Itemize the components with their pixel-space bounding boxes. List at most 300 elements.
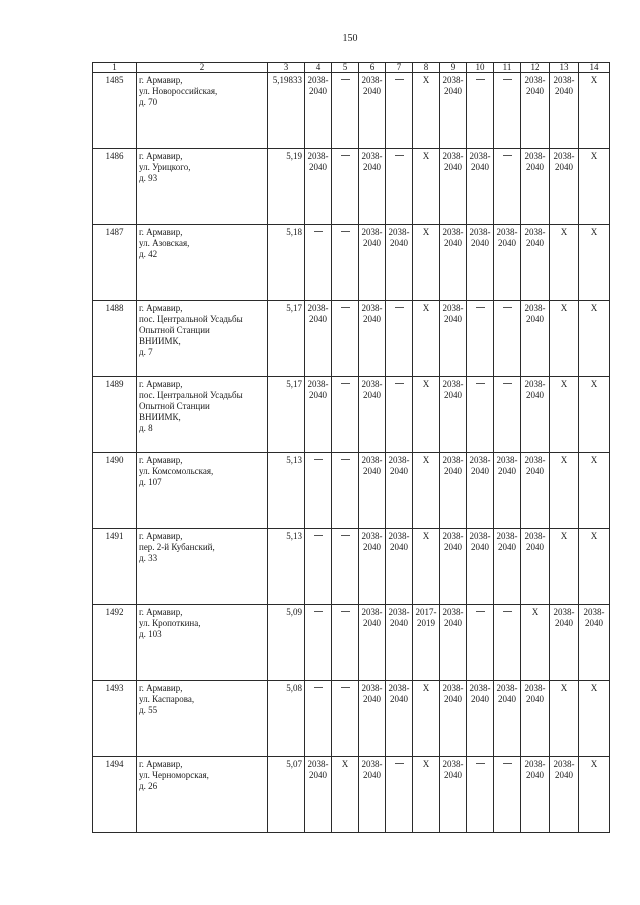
period-cell xyxy=(386,225,413,301)
period-line: 2040 xyxy=(363,314,381,324)
mark-cell: X xyxy=(413,377,440,453)
address-line: пос. Центральной Усадьбы xyxy=(139,314,243,324)
address-line: д. 26 xyxy=(139,781,158,791)
empty-dash-cell xyxy=(332,605,359,681)
address-line: г. Армавир, xyxy=(139,151,183,161)
period-cell xyxy=(386,529,413,605)
empty-dash-cell xyxy=(494,149,521,225)
empty-dash-cell xyxy=(332,377,359,453)
address-cell xyxy=(137,73,268,149)
column-header: 10 xyxy=(467,63,494,73)
period-line: 2040 xyxy=(555,162,573,172)
period-cell xyxy=(440,225,467,301)
empty-dash-cell xyxy=(467,301,494,377)
period-line: 2038- xyxy=(524,379,546,389)
address-line: д. 103 xyxy=(139,629,162,639)
column-header: 14 xyxy=(579,63,610,73)
period-line: 2040 xyxy=(363,466,381,476)
period-line: 2038- xyxy=(442,607,464,617)
period-line: 2040 xyxy=(526,542,544,552)
period-line: 2040 xyxy=(526,162,544,172)
value-cell: 5,17 xyxy=(268,301,305,377)
address-line: д. 55 xyxy=(139,705,158,715)
row-number: 1486 xyxy=(93,149,137,225)
empty-dash-cell xyxy=(305,453,332,529)
period-cell xyxy=(521,681,550,757)
empty-dash-cell xyxy=(332,73,359,149)
period-line: 2040 xyxy=(555,618,573,628)
period-line: 2038- xyxy=(307,75,329,85)
period-cell xyxy=(386,681,413,757)
address-line: ул. Азовская, xyxy=(139,238,190,248)
period-cell xyxy=(359,149,386,225)
empty-dash-cell xyxy=(332,149,359,225)
empty-dash-cell xyxy=(467,605,494,681)
address-line: г. Армавир, xyxy=(139,759,183,769)
period-line: 2040 xyxy=(309,770,327,780)
period-line: 2038- xyxy=(361,151,383,161)
period-cell xyxy=(579,605,610,681)
table-row xyxy=(93,377,610,453)
address-line: пер. 2-й Кубанский, xyxy=(139,542,215,552)
address-line: д. 42 xyxy=(139,249,158,259)
dash-mark xyxy=(503,79,512,91)
column-header: 1 xyxy=(93,63,137,73)
address-line: пос. Центральной Усадьбы xyxy=(139,390,243,400)
column-header: 3 xyxy=(268,63,305,73)
empty-dash-cell xyxy=(386,73,413,149)
period-line: 2040 xyxy=(390,542,408,552)
period-cell xyxy=(359,301,386,377)
address-line: г. Армавир, xyxy=(139,379,183,389)
dash-mark xyxy=(503,155,512,167)
row-number: 1490 xyxy=(93,453,137,529)
period-line: 2038- xyxy=(469,455,491,465)
mark-cell: X xyxy=(413,529,440,605)
value-cell: 5,13 xyxy=(268,529,305,605)
period-cell xyxy=(467,453,494,529)
period-line: 2038- xyxy=(496,227,518,237)
period-cell xyxy=(440,377,467,453)
empty-dash-cell xyxy=(386,149,413,225)
dash-mark xyxy=(314,231,323,243)
column-header: 8 xyxy=(413,63,440,73)
mark-cell: X xyxy=(550,225,579,301)
address-cell xyxy=(137,453,268,529)
period-line: 2040 xyxy=(363,542,381,552)
dash-mark xyxy=(341,383,350,395)
period-line: 2038- xyxy=(524,531,546,541)
period-cell xyxy=(359,225,386,301)
dash-mark xyxy=(341,459,350,471)
period-line: 2038- xyxy=(496,683,518,693)
period-line: 2038- xyxy=(442,683,464,693)
value-cell: 5,13 xyxy=(268,453,305,529)
address-line: г. Армавир, xyxy=(139,683,183,693)
address-line: г. Армавир, xyxy=(139,75,183,85)
value-cell: 5,18 xyxy=(268,225,305,301)
period-line: 2040 xyxy=(363,86,381,96)
address-line: ВНИИМК, xyxy=(139,412,181,422)
period-cell xyxy=(359,681,386,757)
address-cell xyxy=(137,605,268,681)
address-cell xyxy=(137,225,268,301)
period-cell xyxy=(440,529,467,605)
period-line: 2038- xyxy=(442,531,464,541)
period-line: 2038- xyxy=(307,379,329,389)
period-cell xyxy=(550,605,579,681)
period-line: 2038- xyxy=(442,151,464,161)
period-line: 2040 xyxy=(471,162,489,172)
period-line: 2040 xyxy=(526,390,544,400)
mark-cell: X xyxy=(579,225,610,301)
period-line: 2038- xyxy=(524,683,546,693)
period-line: 2038- xyxy=(524,759,546,769)
empty-dash-cell xyxy=(467,757,494,833)
period-line: 2040 xyxy=(309,314,327,324)
mark-cell: X xyxy=(579,757,610,833)
period-line: 2040 xyxy=(363,770,381,780)
period-line: 2038- xyxy=(469,531,491,541)
mark-cell: X xyxy=(579,149,610,225)
column-header: 4 xyxy=(305,63,332,73)
table-row xyxy=(93,529,610,605)
empty-dash-cell xyxy=(332,681,359,757)
period-line: 2038- xyxy=(524,455,546,465)
period-line: 2040 xyxy=(444,162,462,172)
address-line: Опытной Станции xyxy=(139,325,210,335)
dash-mark xyxy=(476,611,485,623)
dash-mark xyxy=(341,79,350,91)
address-line: ВНИИМК, xyxy=(139,336,181,346)
mark-cell: X xyxy=(550,529,579,605)
period-line: 2038- xyxy=(361,531,383,541)
period-line: 2038- xyxy=(388,531,410,541)
period-cell xyxy=(550,73,579,149)
dash-mark xyxy=(395,79,404,91)
period-cell xyxy=(494,529,521,605)
period-line: 2040 xyxy=(526,466,544,476)
value-cell: 5,19833 xyxy=(268,73,305,149)
table-row xyxy=(93,681,610,757)
period-line: 2038- xyxy=(524,303,546,313)
period-cell xyxy=(494,681,521,757)
period-cell xyxy=(440,301,467,377)
dash-mark xyxy=(395,307,404,319)
period-line: 2038- xyxy=(361,303,383,313)
period-line: 2038- xyxy=(524,227,546,237)
period-line: 2040 xyxy=(498,542,516,552)
period-cell xyxy=(467,225,494,301)
dash-mark xyxy=(476,383,485,395)
empty-dash-cell xyxy=(494,605,521,681)
period-cell xyxy=(467,681,494,757)
dash-mark xyxy=(395,383,404,395)
period-line: 2040 xyxy=(390,618,408,628)
row-number: 1488 xyxy=(93,301,137,377)
value-cell: 5,19 xyxy=(268,149,305,225)
period-line: 2038- xyxy=(388,455,410,465)
period-line: 2040 xyxy=(444,238,462,248)
period-cell xyxy=(359,453,386,529)
period-cell xyxy=(305,757,332,833)
dash-mark xyxy=(503,763,512,775)
empty-dash-cell xyxy=(386,301,413,377)
address-line: д. 107 xyxy=(139,477,162,487)
period-line: 2040 xyxy=(309,390,327,400)
period-line: 2038- xyxy=(388,227,410,237)
mark-cell: X xyxy=(413,225,440,301)
period-cell xyxy=(305,149,332,225)
dash-mark xyxy=(341,611,350,623)
period-line: 2040 xyxy=(390,466,408,476)
period-cell xyxy=(440,73,467,149)
period-line: 2038- xyxy=(361,759,383,769)
period-line: 2040 xyxy=(526,694,544,704)
mark-cell: X xyxy=(413,73,440,149)
empty-dash-cell xyxy=(305,225,332,301)
empty-dash-cell xyxy=(467,73,494,149)
empty-dash-cell xyxy=(305,529,332,605)
address-line: ул. Кропоткина, xyxy=(139,618,201,628)
period-cell xyxy=(521,301,550,377)
period-line: 2038- xyxy=(307,151,329,161)
empty-dash-cell xyxy=(386,757,413,833)
period-line: 2040 xyxy=(390,694,408,704)
period-line: 2040 xyxy=(309,162,327,172)
column-header: 5 xyxy=(332,63,359,73)
dash-mark xyxy=(341,155,350,167)
period-line: 2038- xyxy=(442,455,464,465)
period-cell xyxy=(494,453,521,529)
address-line: д. 33 xyxy=(139,553,158,563)
dash-mark xyxy=(341,535,350,547)
period-cell xyxy=(521,529,550,605)
period-line: 2019 xyxy=(417,618,435,628)
period-line: 2038- xyxy=(361,75,383,85)
column-header: 12 xyxy=(521,63,550,73)
address-line: г. Армавир, xyxy=(139,227,183,237)
period-cell xyxy=(440,681,467,757)
row-number: 1493 xyxy=(93,681,137,757)
empty-dash-cell xyxy=(332,529,359,605)
period-line: 2040 xyxy=(526,238,544,248)
mark-cell: X xyxy=(550,301,579,377)
dash-mark xyxy=(395,155,404,167)
period-line: 2040 xyxy=(363,618,381,628)
table-row xyxy=(93,605,610,681)
empty-dash-cell xyxy=(332,225,359,301)
address-line: д. 93 xyxy=(139,173,158,183)
mark-cell: X xyxy=(579,301,610,377)
table-row xyxy=(93,301,610,377)
dash-mark xyxy=(314,459,323,471)
period-line: 2040 xyxy=(444,770,462,780)
period-line: 2040 xyxy=(363,390,381,400)
mark-cell: X xyxy=(550,377,579,453)
period-line: 2040 xyxy=(363,238,381,248)
dash-mark xyxy=(314,535,323,547)
period-cell xyxy=(413,605,440,681)
dash-mark xyxy=(341,231,350,243)
period-line: 2038- xyxy=(553,151,575,161)
address-line: д. 8 xyxy=(139,423,153,433)
address-line: д. 7 xyxy=(139,347,153,357)
period-line: 2040 xyxy=(498,694,516,704)
address-line: ул. Каспарова, xyxy=(139,694,195,704)
dash-mark xyxy=(503,611,512,623)
mark-cell: X xyxy=(413,149,440,225)
period-line: 2040 xyxy=(498,238,516,248)
address-line: г. Армавир, xyxy=(139,607,183,617)
period-cell xyxy=(521,225,550,301)
period-line: 2038- xyxy=(553,607,575,617)
period-line: 2040 xyxy=(498,466,516,476)
period-cell xyxy=(359,73,386,149)
empty-dash-cell xyxy=(494,301,521,377)
period-cell xyxy=(440,453,467,529)
dash-mark xyxy=(476,79,485,91)
dash-mark xyxy=(503,383,512,395)
period-line: 2038- xyxy=(469,683,491,693)
period-line: 2038- xyxy=(388,683,410,693)
period-line: 2038- xyxy=(442,227,464,237)
dash-mark xyxy=(314,687,323,699)
period-line: 2040 xyxy=(390,238,408,248)
address-cell xyxy=(137,757,268,833)
empty-dash-cell xyxy=(305,605,332,681)
row-number: 1487 xyxy=(93,225,137,301)
address-line: д. 70 xyxy=(139,97,158,107)
period-line: 2038- xyxy=(388,607,410,617)
period-line: 2038- xyxy=(361,227,383,237)
period-cell xyxy=(521,73,550,149)
housing-register-table xyxy=(92,62,610,833)
mark-cell: X xyxy=(579,377,610,453)
dash-mark xyxy=(503,307,512,319)
empty-dash-cell xyxy=(305,681,332,757)
address-cell xyxy=(137,681,268,757)
period-line: 2040 xyxy=(309,86,327,96)
empty-dash-cell xyxy=(494,73,521,149)
page-number: 150 xyxy=(342,33,358,44)
column-header: 2 xyxy=(137,63,268,73)
mark-cell: X xyxy=(332,757,359,833)
address-line: г. Армавир, xyxy=(139,455,183,465)
address-line: ул. Комсомольская, xyxy=(139,466,214,476)
column-header: 13 xyxy=(550,63,579,73)
period-line: 2040 xyxy=(526,770,544,780)
period-line: 2040 xyxy=(471,466,489,476)
period-line: 2038- xyxy=(553,759,575,769)
column-header: 7 xyxy=(386,63,413,73)
value-cell: 5,17 xyxy=(268,377,305,453)
period-line: 2038- xyxy=(442,379,464,389)
mark-cell: X xyxy=(579,681,610,757)
period-line: 2040 xyxy=(555,86,573,96)
period-cell xyxy=(386,453,413,529)
period-line: 2040 xyxy=(444,694,462,704)
empty-dash-cell xyxy=(494,757,521,833)
period-line: 2038- xyxy=(553,75,575,85)
table-row xyxy=(93,225,610,301)
period-cell xyxy=(305,73,332,149)
period-line: 2038- xyxy=(307,759,329,769)
period-cell xyxy=(359,605,386,681)
period-line: 2038- xyxy=(583,607,605,617)
period-cell xyxy=(305,301,332,377)
mark-cell: X xyxy=(521,605,550,681)
value-cell: 5,07 xyxy=(268,757,305,833)
mark-cell: X xyxy=(579,453,610,529)
period-cell xyxy=(521,377,550,453)
period-line: 2038- xyxy=(361,607,383,617)
mark-cell: X xyxy=(550,453,579,529)
address-line: Опытной Станции xyxy=(139,401,210,411)
empty-dash-cell xyxy=(467,377,494,453)
period-line: 2040 xyxy=(444,314,462,324)
table-row xyxy=(93,149,610,225)
period-cell xyxy=(550,757,579,833)
period-cell xyxy=(494,225,521,301)
period-line: 2040 xyxy=(526,314,544,324)
mark-cell: X xyxy=(413,453,440,529)
address-cell xyxy=(137,377,268,453)
period-line: 2040 xyxy=(471,542,489,552)
empty-dash-cell xyxy=(332,453,359,529)
period-line: 2040 xyxy=(471,694,489,704)
address-cell xyxy=(137,529,268,605)
dash-mark xyxy=(314,611,323,623)
value-cell: 5,09 xyxy=(268,605,305,681)
period-line: 2040 xyxy=(444,542,462,552)
row-number: 1492 xyxy=(93,605,137,681)
address-line: г. Армавир, xyxy=(139,303,183,313)
period-cell xyxy=(467,149,494,225)
period-cell xyxy=(359,377,386,453)
dash-mark xyxy=(341,687,350,699)
period-cell xyxy=(550,149,579,225)
period-line: 2040 xyxy=(444,618,462,628)
period-line: 2038- xyxy=(361,683,383,693)
period-line: 2038- xyxy=(496,455,518,465)
period-line: 2040 xyxy=(471,238,489,248)
table-row xyxy=(93,453,610,529)
column-header-row xyxy=(93,63,610,73)
address-line: ул. Урицкого, xyxy=(139,162,191,172)
period-line: 2017- xyxy=(415,607,437,617)
dash-mark xyxy=(341,307,350,319)
row-number: 1491 xyxy=(93,529,137,605)
address-cell xyxy=(137,301,268,377)
address-line: г. Армавир, xyxy=(139,531,183,541)
period-cell xyxy=(440,149,467,225)
period-line: 2040 xyxy=(444,390,462,400)
period-line: 2038- xyxy=(469,151,491,161)
column-header: 11 xyxy=(494,63,521,73)
table-row xyxy=(93,757,610,833)
period-line: 2040 xyxy=(363,694,381,704)
period-cell xyxy=(359,757,386,833)
mark-cell: X xyxy=(550,681,579,757)
empty-dash-cell xyxy=(332,301,359,377)
period-line: 2040 xyxy=(363,162,381,172)
period-line: 2038- xyxy=(469,227,491,237)
period-line: 2038- xyxy=(307,303,329,313)
period-cell xyxy=(521,757,550,833)
address-line: ул. Новороссийская, xyxy=(139,86,218,96)
period-line: 2040 xyxy=(555,770,573,780)
